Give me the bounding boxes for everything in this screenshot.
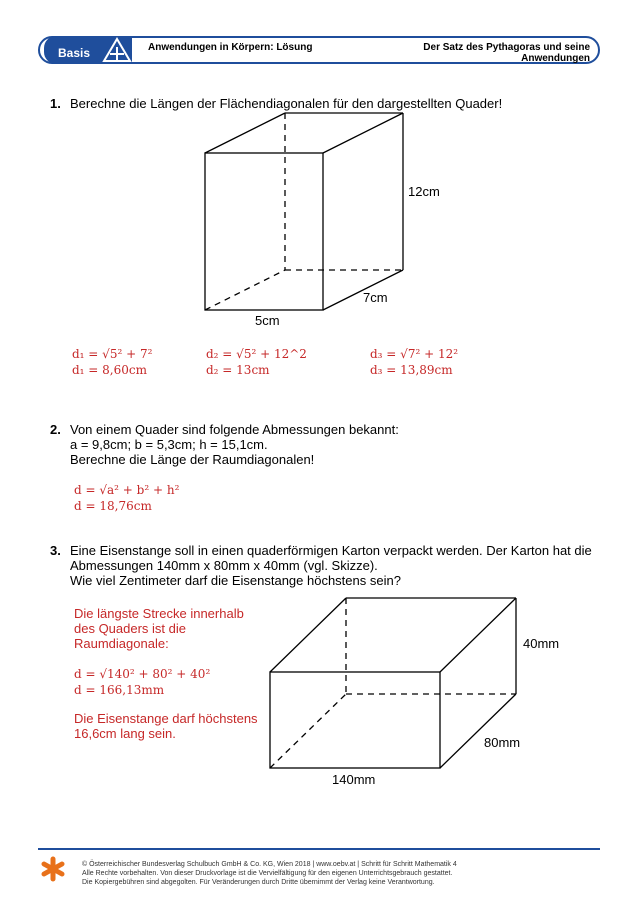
task1-dim-height: 12cm: [408, 184, 440, 199]
task3-answer2: 16,6cm lang sein.: [74, 726, 176, 741]
task1-d3-result: d₃ = 13,89cm: [370, 363, 453, 377]
task1-dim-width: 5cm: [255, 313, 280, 328]
task3-note2: des Quaders ist die: [74, 621, 187, 636]
cuboid-diagram-1: [195, 105, 435, 335]
footer-line3: Die Kopiergebühren sind abgegolten. Für Veränderungen durch Dritte übernimmt der Verlag keine Verantwortung.: [82, 879, 435, 886]
task3-number: 3.: [50, 543, 61, 558]
task1-dim-depth: 7cm: [363, 290, 388, 305]
task1-d3-formula: d₃ = √7² + 12²: [370, 347, 459, 361]
logo-label: Basis: [58, 46, 91, 60]
task3-dim-depth: 80mm: [484, 735, 521, 750]
publisher-star-icon: [40, 856, 66, 882]
triangle-logo-icon: [102, 37, 132, 63]
header-topic: Der Satz des Pythagoras und seine Anwendungen: [423, 42, 590, 64]
footer-line2: Alle Rechte vorbehalten. Von dieser Druckvorlage ist die Vervielfältigung für den eigenen Unterrichtsgebrauch gestattet.: [82, 870, 453, 877]
task3-dim-width: 140mm: [332, 772, 376, 787]
task2-number: 2.: [50, 422, 61, 437]
task3-line3: Wie viel Zentimeter darf die Eisenstange höchstens sein?: [70, 573, 401, 588]
task1-number: 1.: [50, 96, 61, 111]
cuboid-diagram-3: [262, 590, 522, 775]
task3-dim-height: 40mm: [523, 636, 560, 651]
task3-line1: Eine Eisenstange soll in einen quaderförmigen Karton verpackt werden. Der Karton hat die: [70, 543, 592, 558]
task1-d1-formula: d₁ = √5² + 7²: [72, 347, 153, 361]
task2-result: d = 18,76cm: [74, 499, 152, 513]
header-title: Anwendungen in Körpern: Lösung: [148, 42, 313, 53]
task3-note3: Raumdiagonale:: [74, 636, 169, 651]
task1-d2-result: d₂ = 13cm: [206, 363, 270, 377]
task3-result: d = 166,13mm: [74, 683, 165, 697]
task3-formula: d = √140² + 80² + 40²: [74, 667, 211, 681]
footer-divider: [38, 848, 600, 850]
task2-line2: a = 9,8cm; b = 5,3cm; h = 15,1cm.: [70, 437, 268, 452]
footer-line1: © Österreichischer Bundesverlag Schulbuch GmbH & Co. KG, Wien 2018 | www.oebv.at | Schritt für Schritt Mathematik 4: [82, 861, 457, 868]
task2-line3: Berechne die Länge der Raumdiagonalen!: [70, 452, 315, 467]
task3-note1: Die längste Strecke innerhalb: [74, 606, 244, 621]
task1-text: Berechne die Längen der Flächendiagonalen für den dargestellten Quader!: [70, 96, 503, 111]
task1-d2-formula: d₂ = √5² + 12^2: [206, 347, 307, 361]
task1-d1-result: d₁ = 8,60cm: [72, 363, 147, 377]
task2-formula: d = √a² + b² + h²: [74, 483, 180, 497]
task2-line1: Von einem Quader sind folgende Abmessungen bekannt:: [70, 422, 399, 437]
task3-line2: Abmessungen 140mm x 80mm x 40mm (vgl. Skizze).: [70, 558, 378, 573]
task3-answer1: Die Eisenstange darf höchstens: [74, 711, 258, 726]
footer-text: [82, 860, 457, 887]
